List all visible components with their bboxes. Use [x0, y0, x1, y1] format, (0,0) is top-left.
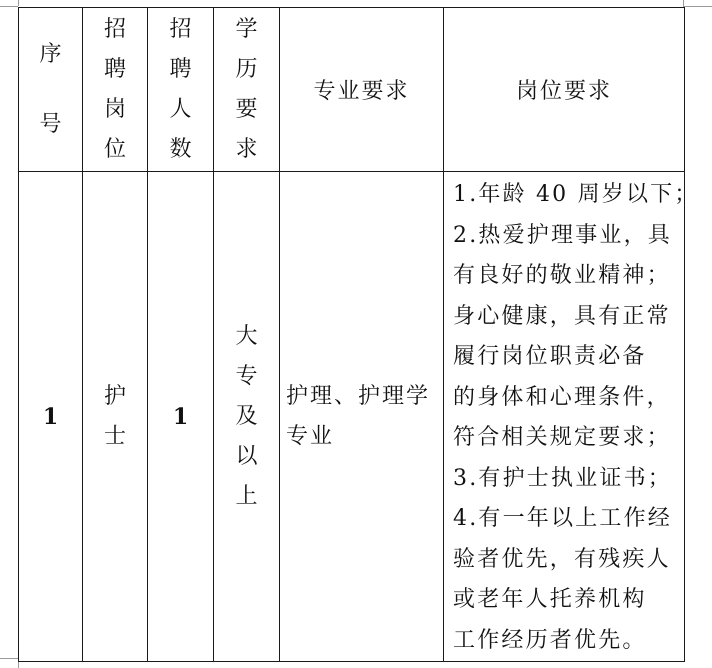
margin-guide: [683, 6, 712, 7]
header-char: 求: [235, 136, 258, 162]
header-char: 聘: [169, 56, 192, 82]
duty-line: 4.有一年以上工作经: [453, 506, 672, 531]
header-char: 历: [235, 56, 258, 82]
header-duty-label: 岗位要求: [515, 79, 612, 104]
duty-list: [444, 172, 699, 661]
margin-guide: [0, 6, 18, 7]
header-char: 招: [169, 16, 192, 42]
header-char: 号: [39, 111, 62, 137]
header-major: [280, 8, 444, 172]
cell-major: [280, 172, 444, 662]
header-serial: [19, 8, 83, 172]
header-major-label: 专业要求: [313, 79, 410, 104]
table-row: [19, 172, 685, 662]
header-char: 岗: [103, 96, 126, 122]
education-char: 以: [235, 443, 258, 469]
duty-line: 的身体和心理条件，: [453, 384, 671, 410]
education-char: 上: [235, 483, 258, 509]
duty-line: 验者优先，有残疾人: [453, 546, 671, 572]
major-value: 护理、护理学专业: [286, 383, 431, 449]
cell-duty: [444, 172, 699, 662]
header-char: 招: [103, 16, 126, 42]
duty-line: 身心健康，具有正常: [453, 303, 671, 329]
position-char: 士: [103, 423, 126, 449]
duty-line: 工作经历者优先。: [453, 627, 647, 653]
header-position: [83, 8, 148, 172]
duty-line: 3.有护士执业证书；: [453, 465, 672, 491]
position-char: 护: [103, 383, 126, 409]
header-char: 数: [169, 136, 192, 162]
header-char: 人: [169, 96, 192, 122]
duty-line: 符合相关规定要求；: [453, 425, 671, 450]
cell-position: [83, 172, 148, 662]
education-char: 大: [235, 323, 258, 349]
cell-education: [214, 172, 280, 662]
cell-count: [148, 172, 214, 662]
margin-guide: [0, 658, 18, 659]
header-duty: [444, 8, 685, 172]
duty-line: 或老年人托养机构: [453, 587, 647, 612]
header-education: [214, 8, 280, 172]
education-char: 及: [235, 403, 258, 429]
header-char: 序: [39, 41, 62, 67]
recruitment-table: [18, 7, 699, 662]
cell-serial: [19, 172, 83, 662]
header-char: 位: [103, 136, 126, 162]
serial-value: 1: [42, 403, 59, 430]
duty-line: 履行岗位职责必备: [453, 344, 647, 369]
education-char: 专: [235, 363, 258, 389]
count-value: 1: [172, 403, 189, 430]
header-count: [148, 8, 214, 172]
header-char: 要: [235, 96, 258, 122]
margin-guide: [18, 0, 19, 6]
header-char: 学: [235, 16, 258, 42]
duty-line: 2.热爱护理事业，具: [453, 222, 672, 248]
table-header-row: [19, 8, 685, 172]
duty-line: 有良好的敬业精神；: [453, 263, 671, 288]
duty-line: 1.年龄 40 周岁以下；: [453, 182, 699, 207]
header-char: 聘: [103, 56, 126, 82]
